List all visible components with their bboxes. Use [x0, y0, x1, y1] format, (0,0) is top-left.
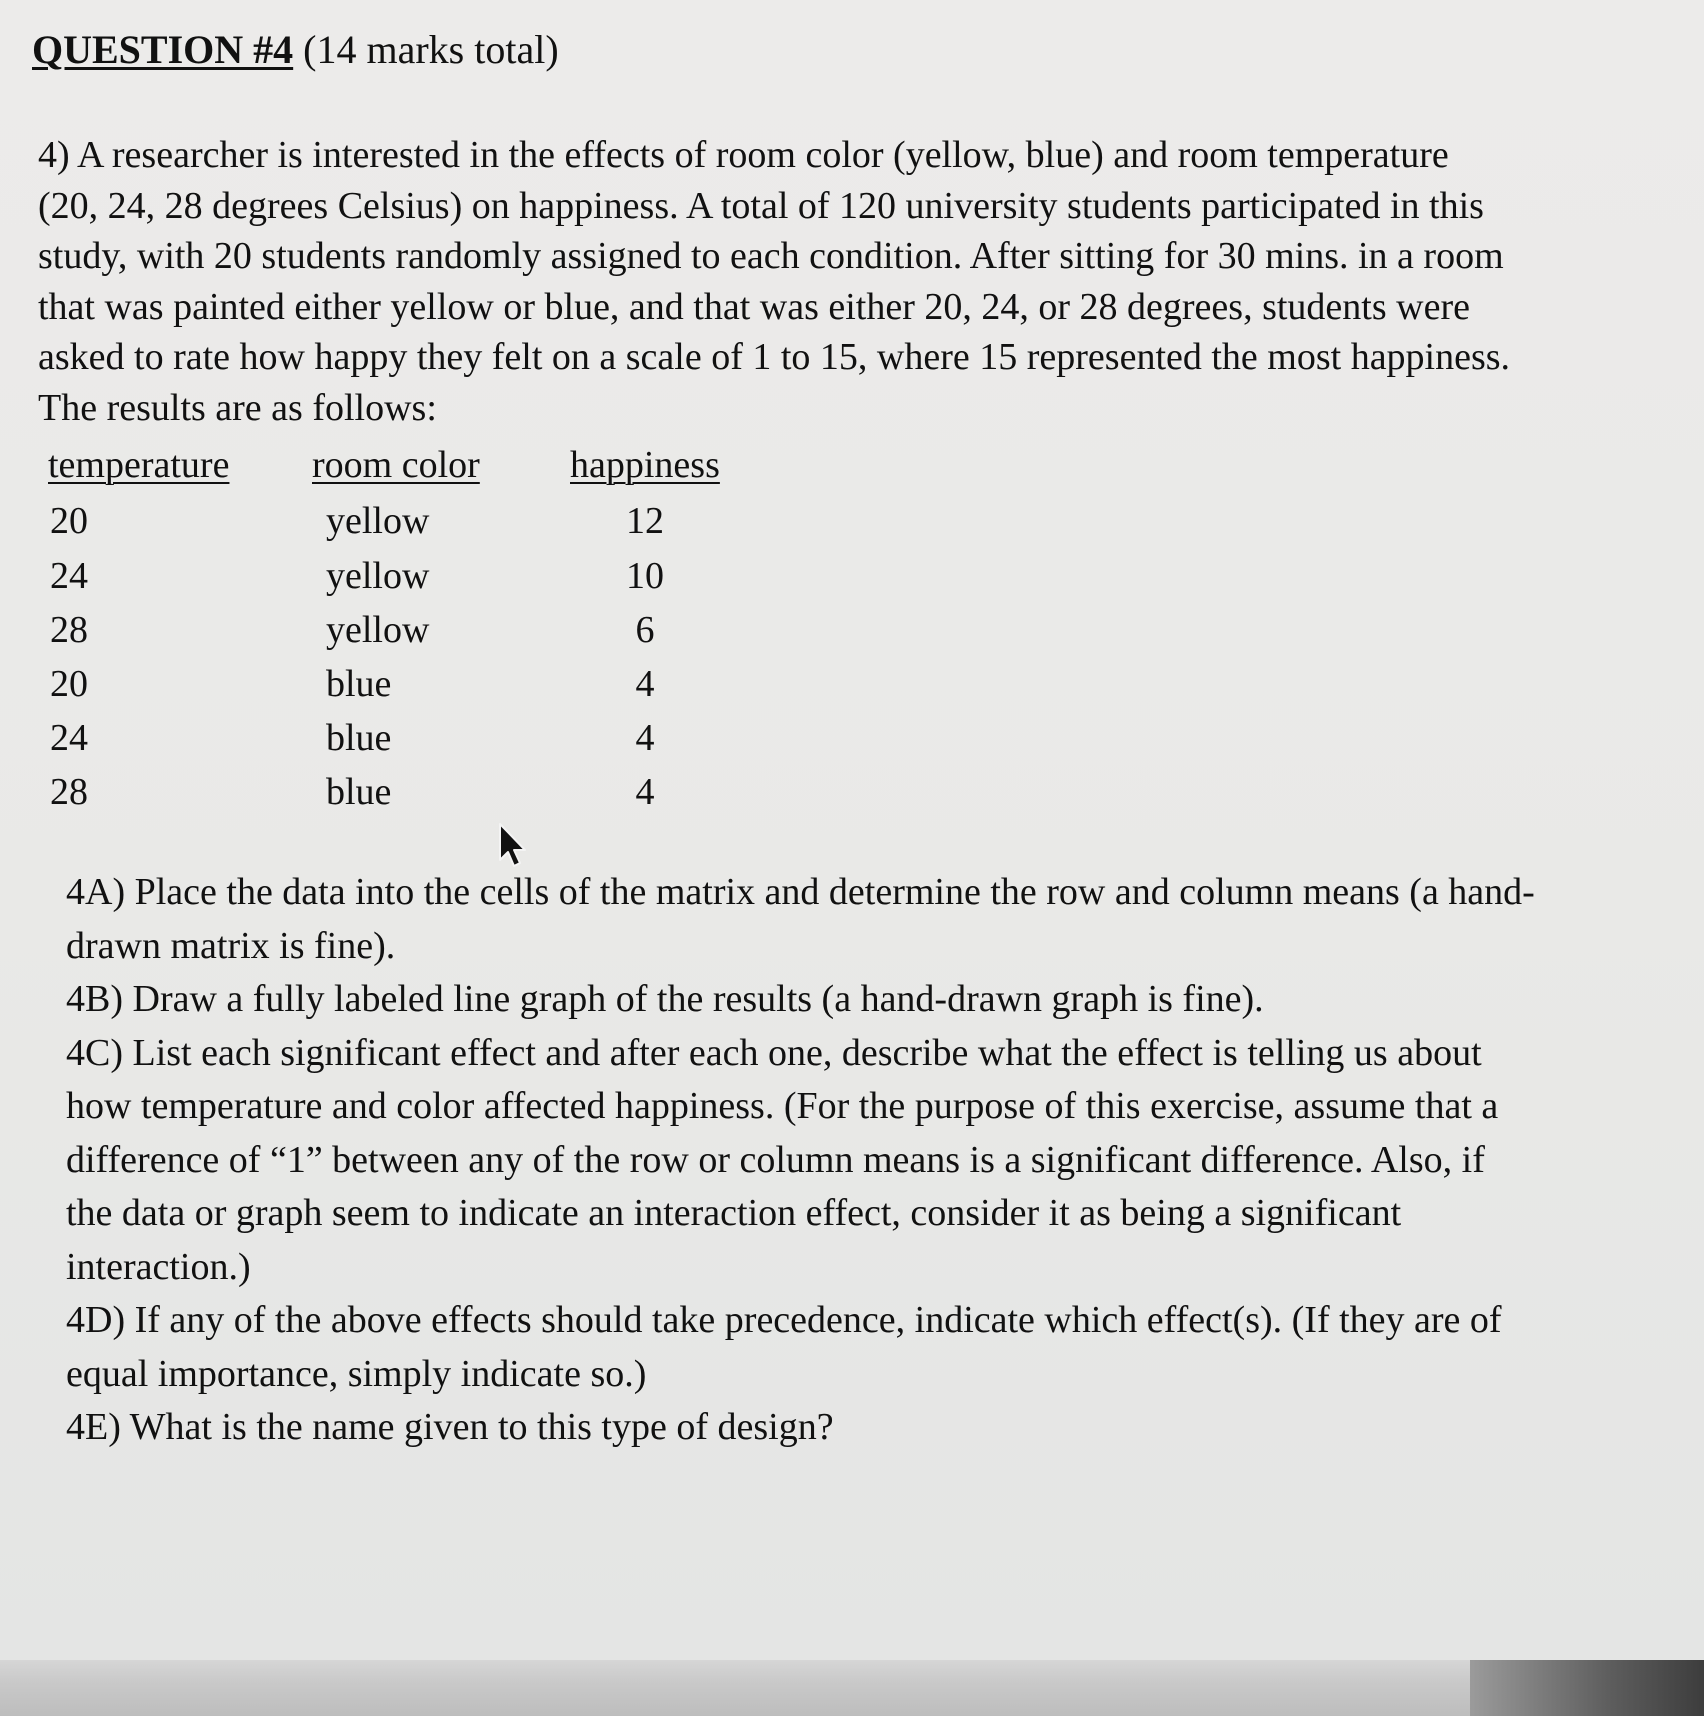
table-cell-happiness: 4 [635, 663, 655, 705]
table-cell-temperature: 28 [50, 609, 88, 651]
table-cell-temperature: 24 [50, 717, 88, 759]
intro-line: The results are as follows: [38, 386, 437, 429]
table-cell-temperature: 20 [50, 500, 88, 542]
table-cell-temperature: 24 [50, 555, 88, 597]
table-cell-happiness: 4 [635, 771, 655, 813]
subquestion-line: how temperature and color affected happiness. (For the purpose of this exercise, assume that a [66, 1085, 1499, 1127]
subquestions [66, 866, 1686, 1455]
subquestion-line: 4D) If any of the above effects should take precedence, indicate which effect(s). (If they are of [66, 1299, 1502, 1341]
intro-line: asked to rate how happy they felt on a scale of 1 to 15, where 15 represented the most happiness. [38, 336, 1511, 378]
subquestion-line: drawn matrix is fine). [66, 924, 396, 967]
subquestion-line: 4B) Draw a fully labeled line graph of the results (a hand-drawn graph is fine). [66, 978, 1264, 1020]
subquestion-line: difference of “1” between any of the row or column means is a significant difference. Also, if [66, 1138, 1485, 1181]
column-header-temperature: temperature [48, 444, 230, 486]
subquestion-line: 4E) What is the name given to this type of design? [66, 1406, 834, 1448]
column-header-room-color: room color [312, 444, 480, 486]
question-heading [32, 22, 559, 78]
intro-line: study, with 20 students randomly assigned to each condition. After sitting for 30 mins. in a room [38, 235, 1504, 277]
table-cell-room-color: yellow [326, 609, 430, 651]
question-label: QUESTION #4 [32, 27, 294, 72]
question-marks: (14 marks total) [293, 27, 559, 72]
subquestion-line: 4A) Place the data into the cells of the matrix and determine the row and column means (a hand- [66, 871, 1535, 913]
table-cell-room-color: yellow [326, 555, 430, 597]
table-cell-temperature: 28 [50, 771, 88, 813]
subquestion-line: the data or graph seem to indicate an interaction effect, consider it as being a significant [66, 1192, 1402, 1234]
table-cell-room-color: blue [326, 717, 392, 759]
screen-bezel-bottom [0, 1660, 1704, 1716]
table-cell-room-color: blue [326, 771, 392, 813]
table-cell-temperature: 20 [50, 663, 88, 705]
subquestion-line: equal importance, simply indicate so.) [66, 1352, 647, 1395]
table-cell-happiness: 12 [626, 500, 664, 542]
subquestion-line: interaction.) [66, 1245, 251, 1288]
table-cell-happiness: 4 [635, 717, 655, 759]
column-header-happiness: happiness [570, 444, 720, 486]
intro-line: (20, 24, 28 degrees Celsius) on happiness. A total of 120 university students participated in this [38, 184, 1484, 227]
table-cell-happiness: 6 [635, 609, 655, 651]
question-intro [38, 130, 1688, 433]
mouse-pointer-icon [498, 822, 530, 870]
table-cell-room-color: blue [326, 663, 392, 705]
screen-bezel-corner [1470, 1660, 1704, 1716]
intro-line: 4) A researcher is interested in the effects of room color (yellow, blue) and room temperature [38, 134, 1449, 176]
subquestion-line: 4C) List each significant effect and after each one, describe what the effect is telling us about [66, 1031, 1482, 1074]
intro-line: that was painted either yellow or blue, and that was either 20, 24, or 28 degrees, students were [38, 285, 1470, 328]
table-cell-happiness: 10 [626, 555, 664, 597]
table-cell-room-color: yellow [326, 500, 430, 542]
